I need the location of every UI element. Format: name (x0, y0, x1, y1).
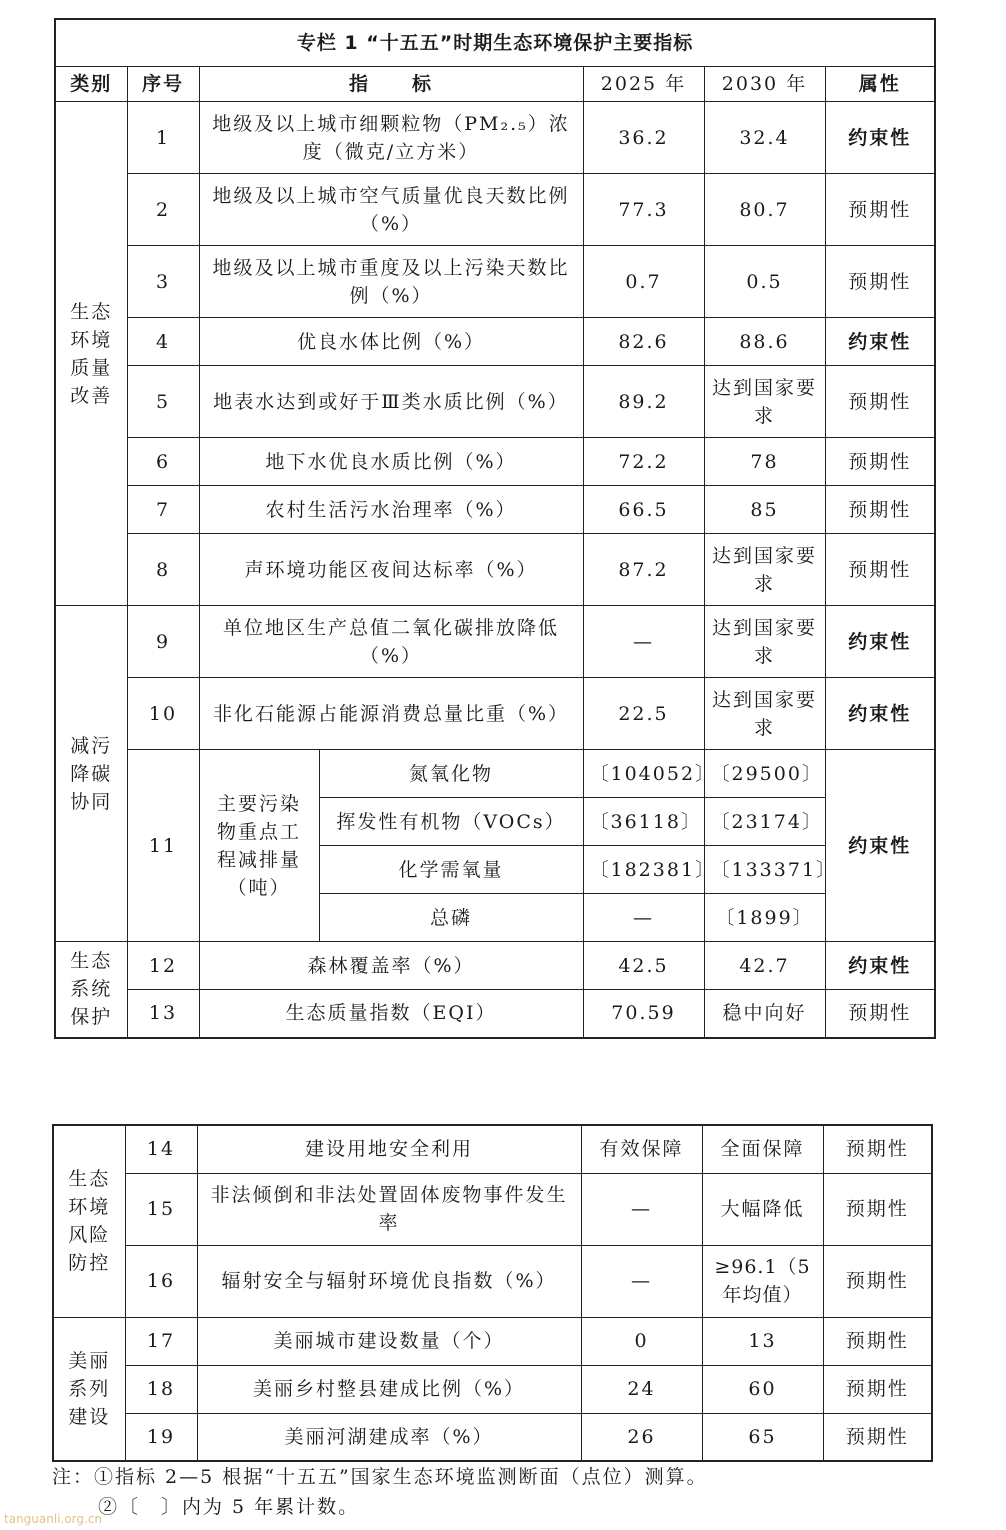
row-2025: 72.2 (583, 438, 704, 486)
row-indicator: 美丽乡村整县建成比例（%） (197, 1365, 581, 1413)
row-2025: 22.5 (583, 678, 704, 750)
row-no: 12 (127, 942, 199, 990)
table-row (55, 318, 935, 366)
row-no: 2 (127, 174, 199, 246)
row-attribute: 约束性 (825, 678, 935, 750)
footnote-1: 注：①指标 2—5 根据“十五五”国家生态环境监测断面（点位）测算。 (52, 1466, 708, 1488)
row-2025: 66.5 (583, 486, 704, 534)
table-row (55, 246, 935, 318)
header-row (55, 67, 935, 102)
row-attribute: 预期性 (825, 174, 935, 246)
table-row (55, 438, 935, 486)
sub-2030: 〔23174〕 (704, 798, 825, 846)
row-no: 18 (125, 1365, 197, 1413)
row-indicator: 声环境功能区夜间达标率（%） (199, 534, 583, 606)
sub-2025: 〔104052〕 (583, 750, 704, 798)
row-2030: 88.6 (704, 318, 825, 366)
table-row (55, 174, 935, 246)
row-2025: 89.2 (583, 366, 704, 438)
row-indicator: 单位地区生产总值二氧化碳排放降低（%） (199, 606, 583, 678)
row-2025: 有效保障 (581, 1125, 702, 1173)
row-2025: — (581, 1173, 702, 1245)
row-attribute: 预期性 (823, 1365, 932, 1413)
header-no: 序号 (127, 67, 199, 102)
row-2030: 稳中向好 (704, 990, 825, 1038)
row-attribute: 约束性 (825, 750, 935, 942)
row-no: 19 (125, 1413, 197, 1461)
sub-indicator: 化学需氧量 (319, 846, 583, 894)
row-no: 7 (127, 486, 199, 534)
row-2025: 26 (581, 1413, 702, 1461)
sub-2030: 〔133371〕 (704, 846, 825, 894)
row-2025: 0.7 (583, 246, 704, 318)
row-indicator: 地级及以上城市空气质量优良天数比例（%） (199, 174, 583, 246)
row-indicator: 非化石能源占能源消费总量比重（%） (199, 678, 583, 750)
header-attribute: 属性 (825, 67, 935, 102)
table-row (55, 990, 935, 1038)
row-indicator: 非法倾倒和非法处置固体废物事件发生率 (197, 1173, 581, 1245)
row-2030: 达到国家要求 (704, 366, 825, 438)
row-no: 6 (127, 438, 199, 486)
table-row (53, 1365, 932, 1413)
row-no: 8 (127, 534, 199, 606)
row-2030: 大幅降低 (702, 1173, 823, 1245)
row-2030: 65 (702, 1413, 823, 1461)
row-no: 5 (127, 366, 199, 438)
row-no: 13 (127, 990, 199, 1038)
row-no: 1 (127, 102, 199, 174)
row-indicator: 生态质量指数（EQI） (199, 990, 583, 1038)
row-attribute: 预期性 (823, 1317, 932, 1365)
row-2030: 32.4 (704, 102, 825, 174)
row-2025: 82.6 (583, 318, 704, 366)
row-2025: 36.2 (583, 102, 704, 174)
row-2025: 70.59 (583, 990, 704, 1038)
row-no: 10 (127, 678, 199, 750)
row-indicator: 主要污染物重点工程减排量（吨） (199, 750, 319, 942)
table-row (55, 102, 935, 174)
header-2025: 2025 年 (583, 67, 704, 102)
row-2030: ≥96.1（5 年均值） (702, 1245, 823, 1317)
table-row (55, 534, 935, 606)
row-2030: 60 (702, 1365, 823, 1413)
row-attribute: 预期性 (823, 1413, 932, 1461)
row-attribute: 预期性 (825, 246, 935, 318)
row-2030: 13 (702, 1317, 823, 1365)
header-category: 类别 (55, 67, 127, 102)
row-2030: 0.5 (704, 246, 825, 318)
row-attribute: 预期性 (825, 486, 935, 534)
row-2030: 85 (704, 486, 825, 534)
table-row (53, 1413, 932, 1461)
row-2025: — (581, 1245, 702, 1317)
sub-indicator: 总磷 (319, 894, 583, 942)
header-indicator: 指 标 (199, 67, 583, 102)
row-2030: 80.7 (704, 174, 825, 246)
row-no: 3 (127, 246, 199, 318)
row-2025: 87.2 (583, 534, 704, 606)
row-attribute: 预期性 (825, 534, 935, 606)
row-2025: 77.3 (583, 174, 704, 246)
row-attribute: 预期性 (825, 366, 935, 438)
table-row (53, 1317, 932, 1365)
row-indicator: 建设用地安全利用 (197, 1125, 581, 1173)
table-title: 专栏 1 “十五五”时期生态环境保护主要指标 (55, 19, 935, 67)
table-row (55, 366, 935, 438)
header-2030: 2030 年 (704, 67, 825, 102)
sub-2030: 〔29500〕 (704, 750, 825, 798)
table-row (55, 486, 935, 534)
row-2025: — (583, 606, 704, 678)
row-attribute: 约束性 (825, 102, 935, 174)
row-indicator: 农村生活污水治理率（%） (199, 486, 583, 534)
row-attribute: 预期性 (823, 1245, 932, 1317)
row-indicator: 优良水体比例（%） (199, 318, 583, 366)
row-attribute: 预期性 (823, 1125, 932, 1173)
row-indicator: 地表水达到或好于Ⅲ类水质比例（%） (199, 366, 583, 438)
table-row (55, 606, 935, 678)
sub-indicator: 挥发性有机物（VOCs） (319, 798, 583, 846)
row-indicator: 美丽城市建设数量（个） (197, 1317, 581, 1365)
watermark: tanguanli.org.cn (4, 1512, 103, 1526)
category-risk: 生态环境风险防控 (53, 1125, 125, 1317)
sub-2030: 〔1899〕 (704, 894, 825, 942)
row-attribute: 约束性 (825, 606, 935, 678)
row-2030: 达到国家要求 (704, 534, 825, 606)
table-row (53, 1173, 932, 1245)
row-2030: 78 (704, 438, 825, 486)
row-indicator: 美丽河湖建成率（%） (197, 1413, 581, 1461)
row-no: 17 (125, 1317, 197, 1365)
row-indicator: 森林覆盖率（%） (199, 942, 583, 990)
sub-indicator: 氮氧化物 (319, 750, 583, 798)
category-ecosystem: 生态系统保护 (55, 942, 127, 1038)
row-2030: 42.7 (704, 942, 825, 990)
row-attribute: 预期性 (825, 990, 935, 1038)
indicators-table-part-1 (54, 18, 936, 1039)
table-row (55, 678, 935, 750)
row-indicator: 地级及以上城市重度及以上污染天数比例（%） (199, 246, 583, 318)
row-attribute: 预期性 (825, 438, 935, 486)
row-2025: 0 (581, 1317, 702, 1365)
table-row (53, 1245, 932, 1317)
row-indicator: 地级及以上城市细颗粒物（PM₂.₅）浓度（微克/立方米） (199, 102, 583, 174)
row-2025: 24 (581, 1365, 702, 1413)
indicators-table-part-2 (52, 1124, 933, 1462)
sub-2025: 〔182381〕 (583, 846, 704, 894)
row-no: 15 (125, 1173, 197, 1245)
table-row (53, 1125, 932, 1173)
row-indicator: 地下水优良水质比例（%） (199, 438, 583, 486)
row-no: 9 (127, 606, 199, 678)
row-no: 4 (127, 318, 199, 366)
table-row (55, 750, 935, 798)
row-2025: 42.5 (583, 942, 704, 990)
row-attribute: 约束性 (825, 318, 935, 366)
row-indicator: 辐射安全与辐射环境优良指数（%） (197, 1245, 581, 1317)
row-no: 11 (127, 750, 199, 942)
category-quality: 生态环境质量改善 (55, 102, 127, 606)
footnote-2: ②〔 〕内为 5 年累计数。 (98, 1496, 360, 1518)
sub-2025: — (583, 894, 704, 942)
row-attribute: 预期性 (823, 1173, 932, 1245)
row-2030: 全面保障 (702, 1125, 823, 1173)
row-no: 16 (125, 1245, 197, 1317)
category-beautiful: 美丽系列建设 (53, 1317, 125, 1461)
row-2030: 达到国家要求 (704, 606, 825, 678)
sub-2025: 〔36118〕 (583, 798, 704, 846)
row-attribute: 约束性 (825, 942, 935, 990)
table-row (55, 942, 935, 990)
row-no: 14 (125, 1125, 197, 1173)
row-2030: 达到国家要求 (704, 678, 825, 750)
category-carbon: 减污降碳协同 (55, 606, 127, 942)
